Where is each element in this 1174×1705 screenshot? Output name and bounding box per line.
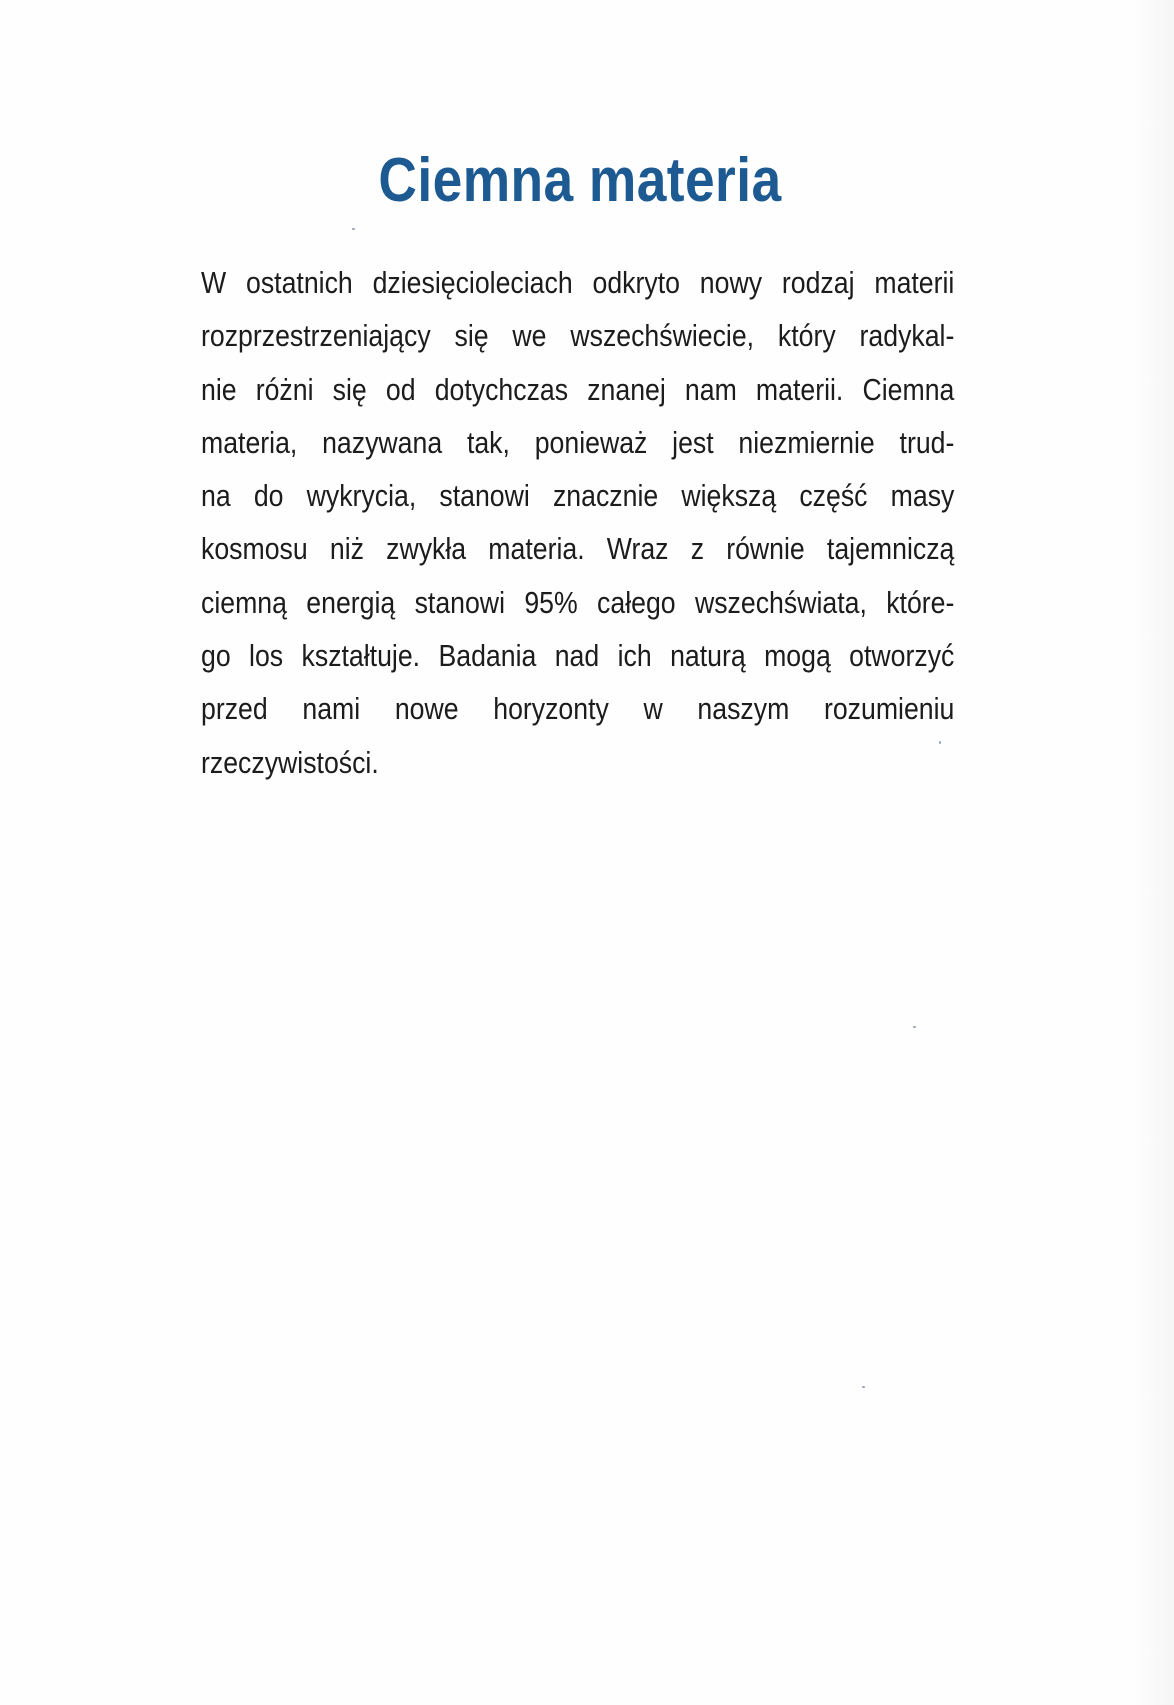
paragraph-line: go los kształtuje. Badania nad ich naturą mogą otworzyć: [201, 638, 955, 674]
scan-speck: [913, 1026, 916, 1028]
page-title: Ciemna materia: [378, 146, 782, 215]
paragraph-line: materia, nazywana tak, ponieważ jest niezmiernie trud-: [201, 424, 955, 460]
paragraph-line: na do wykrycia, stanowi znacznie większą część masy: [201, 478, 955, 514]
paragraph-line: przed nami nowe horyzonty w naszym rozumieniu: [201, 691, 955, 727]
paragraph-line: nie różni się od dotychczas znanej nam materii. Ciemna: [201, 371, 955, 407]
paragraph-line: rozprzestrzeniający się we wszechświecie, który radykal-: [201, 318, 955, 354]
scan-speck: [939, 741, 941, 744]
scan-speck: [352, 228, 355, 230]
paragraph-line: rzeczywistości.: [201, 744, 379, 780]
page-edge-shadow: [1134, 0, 1174, 1705]
body-paragraph: [201, 256, 955, 789]
paragraph-line: W ostatnich dziesięcioleciach odkryto nowy rodzaj materii: [201, 265, 955, 300]
scan-speck: [862, 1386, 865, 1388]
paragraph-line: ciemną energią stanowi 95% całego wszechświata, które-: [201, 584, 955, 620]
paragraph-line: kosmosu niż zwykła materia. Wraz z równie tajemniczą: [201, 531, 955, 567]
